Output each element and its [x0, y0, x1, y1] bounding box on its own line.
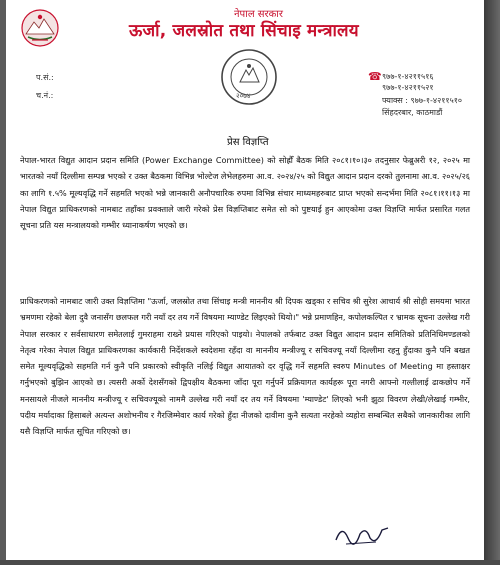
- office-address: सिंहदरबार, काठमाडौं: [382, 108, 443, 117]
- ministry-name: ऊर्जा, जलस्रोत तथा सिंचाइ मन्त्रालय: [129, 21, 359, 41]
- signature-icon: [332, 520, 392, 550]
- phone-icon: ☎: [368, 70, 382, 83]
- viewer-side-shadow: [484, 0, 500, 565]
- phone-number-1: ९७७-१-४२११५१६: [382, 72, 434, 81]
- press-release-page: [6, 0, 484, 560]
- reference-number-label: प.सं.:: [36, 73, 54, 82]
- viewer-bottom-edge: [0, 560, 500, 565]
- nepal-emblem-icon: [20, 8, 60, 48]
- phone-number-2: ९७७-१-४२११५२१: [382, 83, 434, 92]
- fax-number: फ्याक्स : ९७७-१-४२११५१०: [382, 96, 463, 105]
- paragraph-1: नेपाल-भारत विद्युत आदान प्रदान समिति (Power Exchange Committee) को सोह्रौँ बैठक मिति २०८१।१०।३० तदनुसार फेब्रुअरी १२, २०२५ मा भारतको नयाँ दिल्लीमा सम्पन्न भएको र उक्त बैठकमा विभिन्न भोल्टेज लेभेलहरुमा आ.व. २०२४/२५ को विद्युत आदान प्रदान दरको तुलनामा आ.व. २०२५/२६ का लागि १.५% मूल्यवृद्धि गर्ने सहमति भएको भन्ने जानकारी अनौपचारिक रुपमा विभिन्न संचार माध्यमहरुबाट प्राप्त भएको सन्दर्भमा मिति २०८१।११।१३ मा नेपाल विद्युत प्राधिकरणको नामबाट तहाँका प्रवक्ताले जारी गरेको प्रेस विज्ञप्तिबाट समेत सो को पुष्टयाई हुन आएकोमा उक्त विज्ञप्ति मार्फत प्रसारित गलत सूचना प्रति यस मन्त्रालयको गम्भीर ध्यानाकर्षण भएको छ।: [20, 155, 470, 231]
- dispatch-number-label: च.नं.:: [36, 91, 54, 100]
- seal-year: २०७४: [236, 92, 251, 100]
- paragraph-2: प्राधिकरणको नामबाट जारी उक्त विज्ञप्तिमा "ऊर्जा, जलस्रोत तथा सिंचाइ मन्त्री माननीय श्री दिपक खड्का र सचिव श्री सुरेश आचार्य श्री सोही समयमा भारत भ्रमणमा रहेको बेला दुवै जनासँग छलफल गरी नयाँ दर तय गर्ने विषयमा म्याण्डेट लिइएको थियो।" भन्ने प्रमाणहिन, कपोलकल्पित र भ्रामक सूचना उल्लेख गरी नेपाल सरकार र सर्वसाधारण समेतलाई गुमराहमा राख्ने प्रयास गरिएको पाइयो। नेपालको तर्फबाट उक्त विद्युत आदान प्रदान समितिको प्रतिनिधिमण्डलको नेतृत्व गरेका नेपाल विद्युत प्राधिकरणका कार्यकारी निर्देशकले स्वदेशमा रहँदा वा माननीय मन्त्रीज्यू र सचिवज्यू नयाँ दिल्लीमा रहनु हुँदाका कुनै पनि बखत समेत मूल्यवृद्धिको सहमति गर्न कुनै पनि प्रकारको स्वीकृति नलिई विद्युत आयातको दर वृद्धि गर्ने सहमति स्वरुप Minutes of Meeting मा हस्ताक्षर गर्नुभएको बुझिन आएको छ। त्यसरी अर्को देशसँगको द्विपक्षीय बैठकमा जाँदा पूरा गर्नुपर्ने प्रक्रियागत कार्यहरू पूरा नगरी आफ्नो गल्तीलाई ढाकछोप गर्ने मनसायले नीजले माननीय मन्त्रीज्यू र सचिवज्यूको नाममै उल्लेख गरी नयाँ दर तय गर्ने विषयमा 'म्याण्डेट' लिएको भनी झुठा विवरण लेखी/लेखाई गम्भीर, पदीय मर्यादाका हिसाबले अत्यन्त अशोभनीय र गैरजिम्मेवार कार्य गरेको हुँदा नीजको दावीमा कुनै सत्यता नरहेको व्यहोरा सम्बन्धित सबैको जानकारीका लागि यसै विज्ञप्ति मार्फत सूचित गरिएको छ।: [20, 296, 470, 437]
- government-label: नेपाल सरकार: [234, 9, 283, 20]
- document-title: प्रेस विज्ञप्ति: [227, 137, 269, 148]
